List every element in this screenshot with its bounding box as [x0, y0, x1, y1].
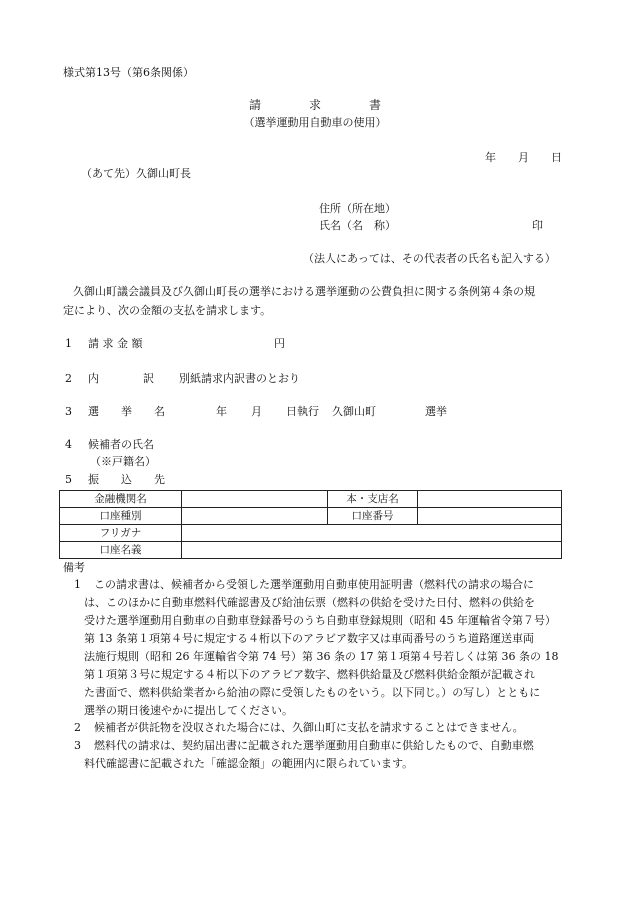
bank-branch-label: 本・支店名 [328, 491, 418, 508]
representative-note: （法人にあっては、その代表者の氏名も記入する） [303, 252, 556, 265]
remark-line: 選挙の期日後速やかに提出してください。 [84, 704, 293, 717]
amount-unit: 円 [274, 337, 285, 350]
seal-mark: 印 [532, 219, 543, 232]
election-year: 年 [216, 405, 227, 418]
election-label: 選 挙 名 [88, 405, 165, 418]
item-number: 4 [65, 438, 72, 451]
item-number: 2 [65, 372, 72, 385]
addressee: （あて先）久御山町長 [81, 167, 191, 180]
account-number-label: 口座番号 [328, 508, 418, 525]
bank-institution-field[interactable] [182, 491, 328, 508]
name-label: 氏名（名 称） [319, 219, 396, 232]
address-label: 住所（所在地） [319, 202, 396, 215]
remark-line: は、このほかに自動車燃料代確認書及び給油伝票（燃料の供給を受けた日付、燃料の供給を [84, 596, 535, 609]
furigana-field[interactable] [182, 525, 562, 542]
remark-number: 3 [74, 739, 81, 752]
account-type-label: 口座種別 [60, 508, 182, 525]
table-row [60, 542, 562, 559]
account-name-field[interactable] [182, 542, 562, 559]
election-day: 日執行 [286, 405, 319, 418]
date-field: 年 月 日 [485, 151, 562, 164]
remark-line: 燃料代の請求は、契約届出書に記載された選挙運動用自動車に供給したもので、自動車燃 [94, 739, 534, 752]
breakdown-value: 別紙請求内訳書のとおり [179, 372, 300, 385]
remark-line: この請求書は、候補者から受領した選挙運動用自動車使用証明書（燃料代の請求の場合に [94, 578, 534, 591]
breakdown-label: 内 訳 [88, 372, 154, 385]
intro-line: 定により、次の金額の支払を請求します。 [63, 304, 272, 317]
transfer-label: 振 込 先 [88, 473, 165, 486]
candidate-sub-label: （※戸籍名） [90, 455, 156, 468]
item-number: 3 [65, 405, 72, 418]
page-subtitle: （選挙運動用自動車の使用） [243, 116, 387, 129]
remark-line: 第 13 条第１項第４号に規定する４桁以下のアラビア数字又は車両番号のうち道路運送車両 [84, 632, 534, 645]
bank-account-table [59, 490, 562, 559]
table-row [60, 508, 562, 525]
remark-line: 料代確認書に記載された「確認金額」の範囲内に限られています。 [84, 757, 414, 770]
election-month: 月 [251, 405, 262, 418]
intro-line: 久御山町議会議員及び久御山町長の選挙における選挙運動の公費負担に関する条例第４条の規 [73, 285, 535, 298]
candidate-label: 候補者の氏名 [88, 438, 154, 451]
table-row [60, 525, 562, 542]
bank-institution-label: 金融機関名 [60, 491, 182, 508]
item-number: 1 [65, 337, 72, 350]
form-number: 様式第13号（第6条関係） [63, 66, 194, 79]
bank-branch-field[interactable] [418, 491, 562, 508]
page-title: 請 求 書 [248, 98, 381, 112]
account-type-field[interactable] [182, 508, 328, 525]
remark-number: 2 [74, 721, 81, 734]
table-row [60, 491, 562, 508]
remark-line: 法施行規則（昭和 26 年運輸省令第 74 号）第 36 条の 17 第１項第４号若しくは第 36 条の 18 [84, 650, 559, 663]
remark-line: た書面で、燃料供給業者から給油の際に受領したものをいう。以下同じ。）の写し）とともに [84, 686, 541, 699]
remark-line: 受けた選挙運動用自動車の自動車登録番号のうち自動車登録規則（昭和 45 年運輸省令第７号） [84, 614, 556, 627]
election-town: 久御山町 [332, 405, 376, 418]
remarks-heading: 備考 [63, 561, 85, 574]
remark-line: 第１項第３号に規定する４桁以下のアラビア数字、燃料供給量及び燃料供給金額が記載され [84, 668, 535, 681]
election-suffix: 選挙 [425, 405, 447, 418]
account-name-label: 口座名義 [60, 542, 182, 559]
remark-line: 候補者が供託物を没収された場合には、久御山町に支払を請求することはできません。 [94, 721, 524, 734]
remark-number: 1 [74, 578, 81, 591]
item-number: 5 [65, 473, 72, 486]
amount-label: 請 求 金 額 [88, 337, 143, 350]
furigana-label: フリガナ [60, 525, 182, 542]
account-number-field[interactable] [418, 508, 562, 525]
